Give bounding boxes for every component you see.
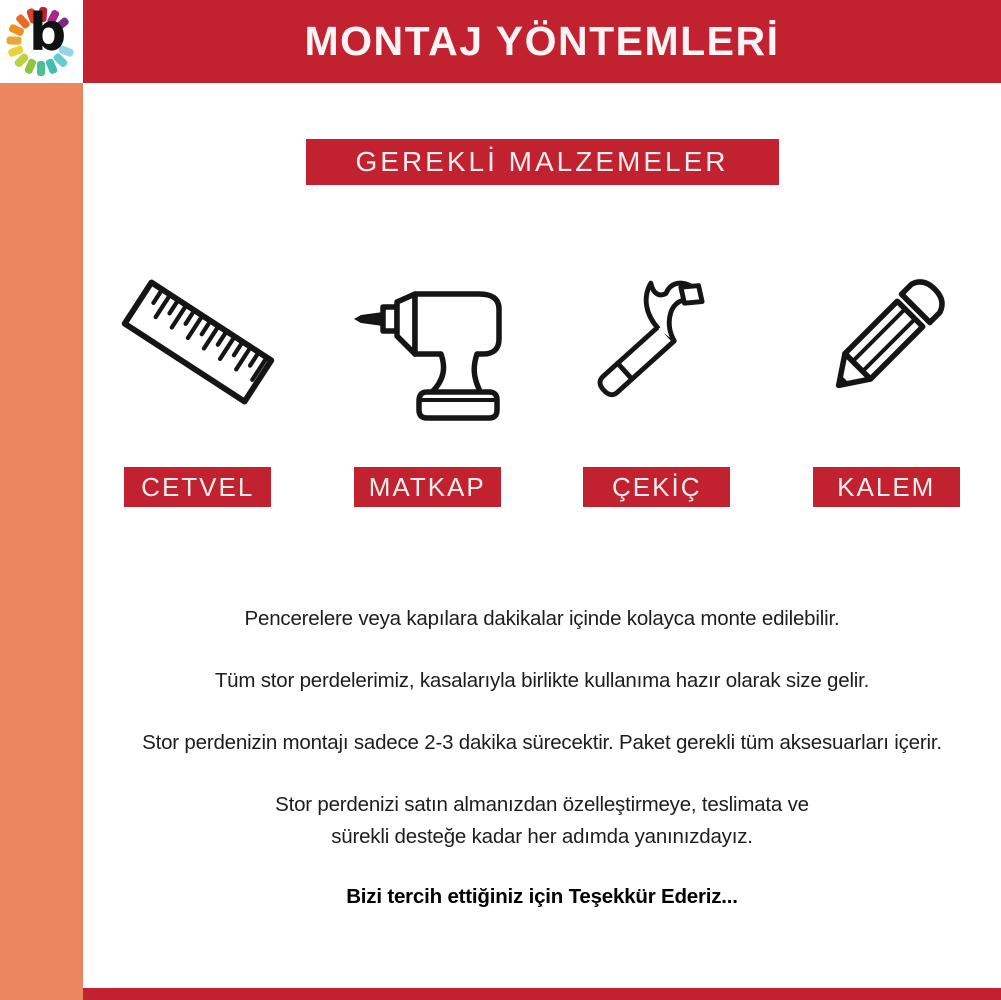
tools-row bbox=[83, 254, 1001, 430]
tool-item-cekic bbox=[542, 254, 772, 430]
tool-item-cetvel bbox=[83, 254, 313, 430]
label-cell-cetvel bbox=[83, 467, 313, 507]
pencil-icon bbox=[806, 262, 966, 422]
footer-stripe bbox=[83, 988, 1001, 1000]
label-cell-cekic bbox=[542, 467, 772, 507]
tool-item-kalem bbox=[772, 254, 1001, 430]
hammer-icon bbox=[577, 262, 737, 422]
sidebar-stripe bbox=[0, 83, 83, 1000]
ruler-icon bbox=[118, 262, 278, 422]
tool-label-matkap: MATKAP bbox=[354, 467, 501, 507]
tool-label-cetvel: CETVEL bbox=[124, 467, 271, 507]
tool-label-cekic: ÇEKİÇ bbox=[583, 467, 730, 507]
page-title: MONTAJ YÖNTEMLERİ bbox=[304, 18, 780, 64]
label-cell-kalem bbox=[772, 467, 1001, 507]
thanks-line: Bizi tercih ettiğiniz için Teşekkür Ederiz... bbox=[346, 885, 738, 908]
tool-label-kalem: KALEM bbox=[813, 467, 960, 507]
description-text bbox=[83, 606, 1001, 946]
page-header bbox=[83, 0, 1001, 83]
description-line-5: sürekli desteğe kadar her adımda yanınızdayız. bbox=[331, 825, 753, 848]
drill-icon bbox=[347, 262, 507, 422]
description-line-4: Stor perdenizi satın almanızdan özelleştirmeye, teslimata ve bbox=[275, 793, 809, 816]
logo-letter: b bbox=[29, 3, 67, 63]
label-cell-matkap bbox=[313, 467, 543, 507]
materials-banner-row bbox=[83, 139, 1001, 185]
description-line-1: Pencerelere veya kapılara dakikalar içinde kolayca monte edilebilir. bbox=[244, 607, 840, 630]
tool-labels-row bbox=[83, 467, 1001, 507]
brand-logo bbox=[0, 0, 83, 83]
materials-banner: GEREKLİ MALZEMELER bbox=[306, 139, 779, 185]
description-line-3: Stor perdenizin montajı sadece 2-3 dakika sürecektir. Paket gerekli tüm aksesuarları içerir. bbox=[142, 731, 942, 754]
description-line-2: Tüm stor perdelerimiz, kasalarıyla birlikte kullanıma hazır olarak size gelir. bbox=[214, 669, 870, 692]
tool-item-matkap bbox=[313, 254, 543, 430]
